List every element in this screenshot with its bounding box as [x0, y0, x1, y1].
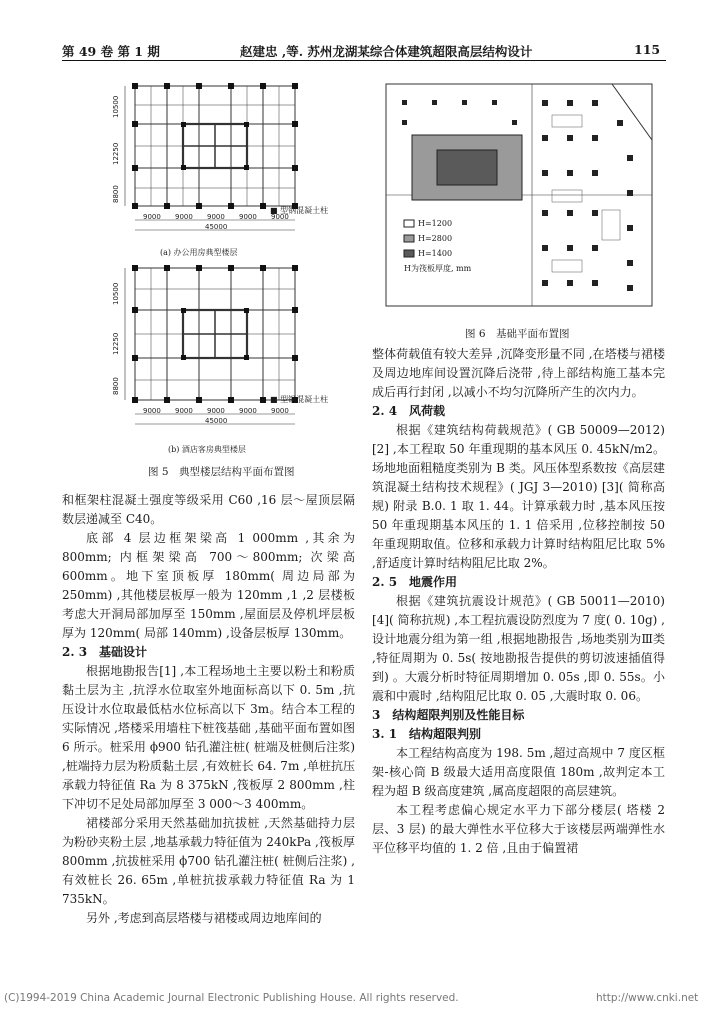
paragraph: 根据《建筑抗震设计规范》( GB 50011—2010) [4]( 简称抗规) ,本工程抗震设防烈度为 7 度( 0. 10g) ,设计地震分组为第一组 ,根据地勘报告 ,场地类别为Ⅲ类 ,特征周期为 0. 5s( 按地勘报告提供的剪切波速插值得到) 。大震分析时特征周期增加 0. 05s ,即 0. 55s。小震和中震时 ,结构阻尼比取 0. 05 ,大震时取 0. 06。	[372, 594, 665, 703]
section-heading: 2. 4 风荷载	[372, 404, 446, 418]
fig5a-caption: (a) 办公用房典型楼层	[160, 248, 238, 257]
fig5a-dim-span: 9000	[207, 213, 225, 221]
paragraph: 另外 ,考虑到高层塔楼与裙楼或周边地库间的	[86, 911, 322, 925]
fig6-legend-3: H=1400	[418, 249, 453, 258]
fig5b-dim-v1: 10500	[112, 282, 120, 305]
paragraph: 裙楼部分采用天然基础加抗拔桩 ,天然基础持力层为粉砂夹粉土层 ,地基承载力特征值为 240kPa ,筏板厚 800mm ,抗拔桩采用 ϕ700 钻孔灌注桩( 桩侧后注浆) ,有效桩长 26. 65m ,单桩抗拔承载力特征值 Ra 为 1 735kN。	[62, 816, 355, 906]
fig5a-dim-v1: 10500	[112, 95, 120, 118]
section-heading: 3 结构超限判别及性能目标	[372, 708, 525, 722]
paragraph: 底部 4 层边框架梁高 1 000mm ,其余为 800mm; 内框架梁高 700～800mm; 次梁高 600mm。地下室顶板厚 180mm( 周边局部为 250mm) ,其他楼层板厚一般为 120mm ,1 ,2 层楼板考虑大开洞局部加厚至 150mm ,屋面层及停机坪层板厚为 120mm( 局部 140mm) ,设备层板厚 130mm。	[62, 531, 355, 640]
fig5b-dim-span: 9000	[143, 407, 161, 415]
paragraph: 本工程结构高度为 198. 5m ,超过高规中 7 度区框架-核心筒 B 级最大适用高度限值 180m ,故判定本工程为超 B 级高度建筑 ,属高度超限的高层建筑。	[372, 746, 665, 798]
fig5b-caption: (b) 酒店客房典型楼层	[168, 445, 246, 454]
fig6-foundation-plan	[382, 80, 657, 320]
fig5b-dim-span: 9000	[271, 407, 289, 415]
fig5a-dim-total: 45000	[205, 223, 228, 231]
running-title: 赵建忠 ,等. 苏州龙湖某综合体建筑超限高层结构设计	[240, 44, 533, 59]
page-number: 115	[634, 42, 661, 57]
journal-issue: 第 49 卷 第 1 期	[62, 44, 160, 59]
fig5b-dim-span: 9000	[175, 407, 193, 415]
fig6-legend-note: H为筏板厚度, mm	[404, 264, 472, 273]
copyright-notice: (C)1994-2019 China Academic Journal Electronic Publishing House. All rights reserved.	[4, 992, 459, 1004]
fig5b-dim-span: 9000	[239, 407, 257, 415]
fig5a-legend: ■ 型钢混凝土柱	[270, 206, 329, 215]
paragraph: 根据地勘报告[1] ,本工程场地土主要以粉土和粉质黏土层为主 ,抗浮水位取室外地面标高以下 0. 5m ,抗压设计水位取最低枯水位标高以下 3m。结合本工程的实际情况 ,塔楼采用墙柱下桩筏基础 ,基础平面布置如图 6 所示。桩采用 ϕ900 钻孔灌注桩( 桩端及桩侧后注浆) ,桩端持力层为粉质黏土层 ,有效桩长 64. 7m ,单桩抗压承载力特征值 Ra 为 8 375kN ,筏板厚 2 800mm ,柱下冲切不足处局部加厚至 3 000～3 400mm。	[62, 664, 355, 811]
fig5b-floor-plan	[95, 262, 325, 442]
fig5a-dim-v3: 8800	[112, 185, 120, 203]
fig5a-dim-span: 9000	[175, 213, 193, 221]
fig5-caption: 图 5 典型楼层结构平面布置图	[148, 466, 295, 478]
fig5b-dim-total: 45000	[205, 417, 228, 425]
paragraph: 整体荷载值有较大差异 ,沉降变形量不同 ,在塔楼与裙楼及周边地库间设置沉降后浇带 ,待上部结构施工基本完成后再行封闭 ,以减小不均匀沉降所产生的次内力。	[372, 347, 665, 399]
fig6-legend-1: H=1200	[418, 219, 453, 228]
section-heading: 3. 1 结构超限判别	[372, 727, 482, 741]
paragraph: 本工程考虑偏心规定水平力下部分楼层( 塔楼 2 层、3 层) 的最大弹性水平位移大于该楼层两端弹性水平位移平均值的 1. 2 倍 ,且由于偏置裙	[372, 803, 665, 855]
fig5b-dim-v3: 8800	[112, 377, 120, 395]
cnki-url[interactable]: http://www.cnki.net	[596, 992, 699, 1004]
fig5b-dim-v2: 12250	[112, 332, 120, 355]
section-heading: 2. 5 地震作用	[372, 575, 458, 589]
paragraph: 和框架柱混凝土强度等级采用 C60 ,16 层～屋顶层隔数层递减至 C40。	[62, 493, 355, 526]
section-heading: 2. 3 基础设计	[62, 645, 148, 659]
fig6-caption: 图 6 基础平面布置图	[465, 328, 570, 340]
fig5a-dim-span: 9000	[239, 213, 257, 221]
left-column	[62, 491, 355, 928]
fig5a-dim-v2: 12250	[112, 142, 120, 165]
fig5b-dim-span: 9000	[207, 407, 225, 415]
fig5a-dim-span: 9000	[271, 213, 289, 221]
header-rule	[62, 60, 666, 61]
fig6-legend-2: H=2800	[418, 234, 453, 243]
fig5b-legend: ■ 型钢混凝土柱	[270, 395, 329, 404]
right-column	[372, 345, 665, 858]
paragraph: 根据《建筑结构荷载规范》( GB 50009—2012) [2] ,本工程取 50 年重现期的基本风压 0. 45kN/m2。场地地面粗糙度类别为 B 类。风压体型系数按《高层建筑混凝土结构技术规程》( JGJ 3—2010) [3]( 简称高规) 附录 B.0. 1 取 1. 44。计算承载力时 ,基本风压按 50 年重现期基本风压的 1. 1 倍采用 ,位移控制按 50 年重现期取值。位移和承载力计算时结构阻尼比取 5% ,舒适度计算时结构阻尼比取 2%。	[372, 423, 665, 570]
fig5a-dim-span: 9000	[143, 213, 161, 221]
